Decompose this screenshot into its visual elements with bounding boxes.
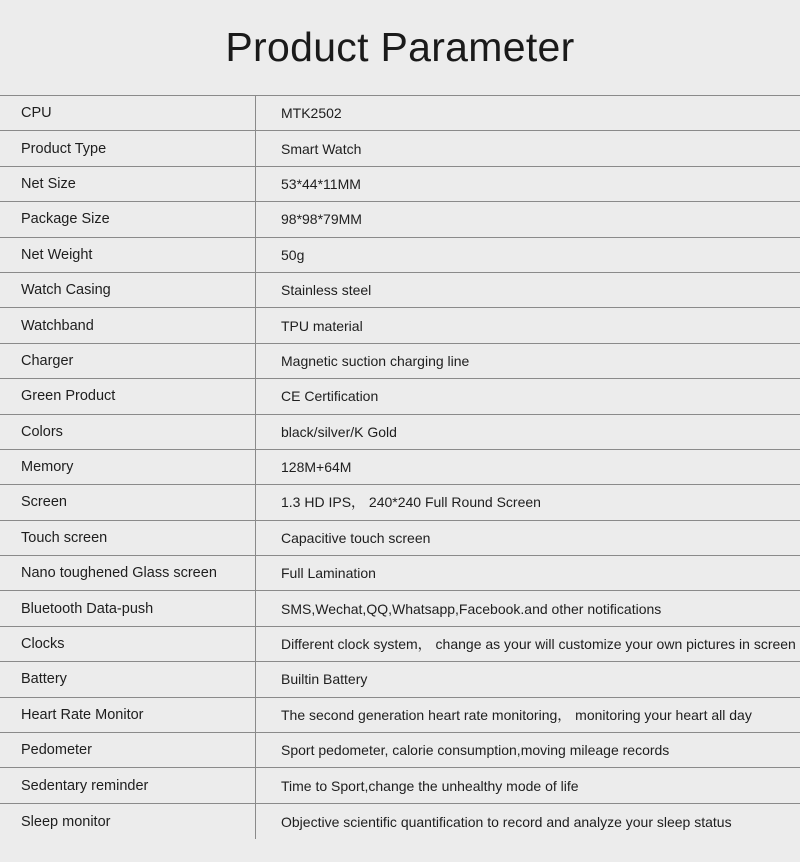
parameter-name: Battery xyxy=(0,662,256,696)
parameter-value: Full Lamination xyxy=(281,565,376,582)
table-row xyxy=(0,131,800,166)
parameter-name: Net Size xyxy=(0,167,256,201)
page-title: Product Parameter xyxy=(225,24,575,70)
table-row xyxy=(0,415,800,450)
table-row xyxy=(0,662,800,697)
table-row xyxy=(0,379,800,414)
table-row xyxy=(0,202,800,237)
table-row xyxy=(0,273,800,308)
parameter-name: Screen xyxy=(0,485,256,519)
parameter-value: SMS,Wechat,QQ,Whatsapp,Facebook.and other notifications xyxy=(281,600,662,617)
parameter-name: Net Weight xyxy=(0,238,256,272)
table-row xyxy=(0,96,800,131)
table-row xyxy=(0,591,800,626)
table-row xyxy=(0,768,800,803)
parameter-value: Builtin Battery xyxy=(281,671,368,688)
table-row xyxy=(0,308,800,343)
parameter-name: Package Size xyxy=(0,202,256,236)
table-row xyxy=(0,521,800,556)
parameter-value: 128M+64M xyxy=(281,459,352,476)
table-row xyxy=(0,167,800,202)
table-row xyxy=(0,344,800,379)
parameter-value: Stainless steel xyxy=(281,282,372,299)
parameter-name: Memory xyxy=(0,450,256,484)
parameter-name: Nano toughened Glass screen xyxy=(0,556,256,590)
parameter-name: Product Type xyxy=(0,131,256,165)
parameter-value: Sport pedometer, calorie consumption,moving mileage records xyxy=(281,742,670,759)
parameter-name: Pedometer xyxy=(0,733,256,767)
parameter-name: Colors xyxy=(0,415,256,449)
parameter-name: Sedentary reminder xyxy=(0,768,256,802)
parameter-value: Time to Sport,change the unhealthy mode of life xyxy=(281,777,579,794)
parameter-value: Smart Watch xyxy=(281,140,362,157)
parameter-name: Watchband xyxy=(0,308,256,342)
parameter-value: 98*98*79MM xyxy=(281,211,362,228)
table-row xyxy=(0,238,800,273)
table-row xyxy=(0,804,800,839)
parameter-name: Watch Casing xyxy=(0,273,256,307)
table-row xyxy=(0,733,800,768)
table-row xyxy=(0,450,800,485)
parameter-name: Green Product xyxy=(0,379,256,413)
parameter-value: MTK2502 xyxy=(281,105,342,122)
parameter-value: TPU material xyxy=(281,317,363,334)
parameter-table xyxy=(0,95,800,839)
parameter-value: black/silver/K Gold xyxy=(281,423,397,440)
parameter-value: 50g xyxy=(281,246,305,263)
parameter-name: CPU xyxy=(0,96,256,130)
parameter-name: Sleep monitor xyxy=(0,804,256,839)
parameter-value: Capacitive touch screen xyxy=(281,529,431,546)
table-row xyxy=(0,627,800,662)
parameter-name: Heart Rate Monitor xyxy=(0,698,256,732)
parameter-value: CE Certification xyxy=(281,388,379,405)
table-row xyxy=(0,698,800,733)
parameter-name: Touch screen xyxy=(0,521,256,555)
parameter-value: Different clock system， change as your will customize your own pictures in screen xyxy=(281,636,796,653)
parameter-value: 53*44*11MM xyxy=(281,175,361,192)
parameter-name: Bluetooth Data-push xyxy=(0,591,256,625)
table-row xyxy=(0,556,800,591)
parameter-value: Magnetic suction charging line xyxy=(281,352,470,369)
table-row xyxy=(0,485,800,520)
parameter-name: Clocks xyxy=(0,627,256,661)
parameter-value: 1.3 HD IPS， 240*240 Full Round Screen xyxy=(281,494,541,511)
parameter-value: The second generation heart rate monitoring， monitoring your heart all day xyxy=(281,706,752,723)
parameter-value: Objective scientific quantification to record and analyze your sleep status xyxy=(281,813,732,830)
parameter-name: Charger xyxy=(0,344,256,378)
